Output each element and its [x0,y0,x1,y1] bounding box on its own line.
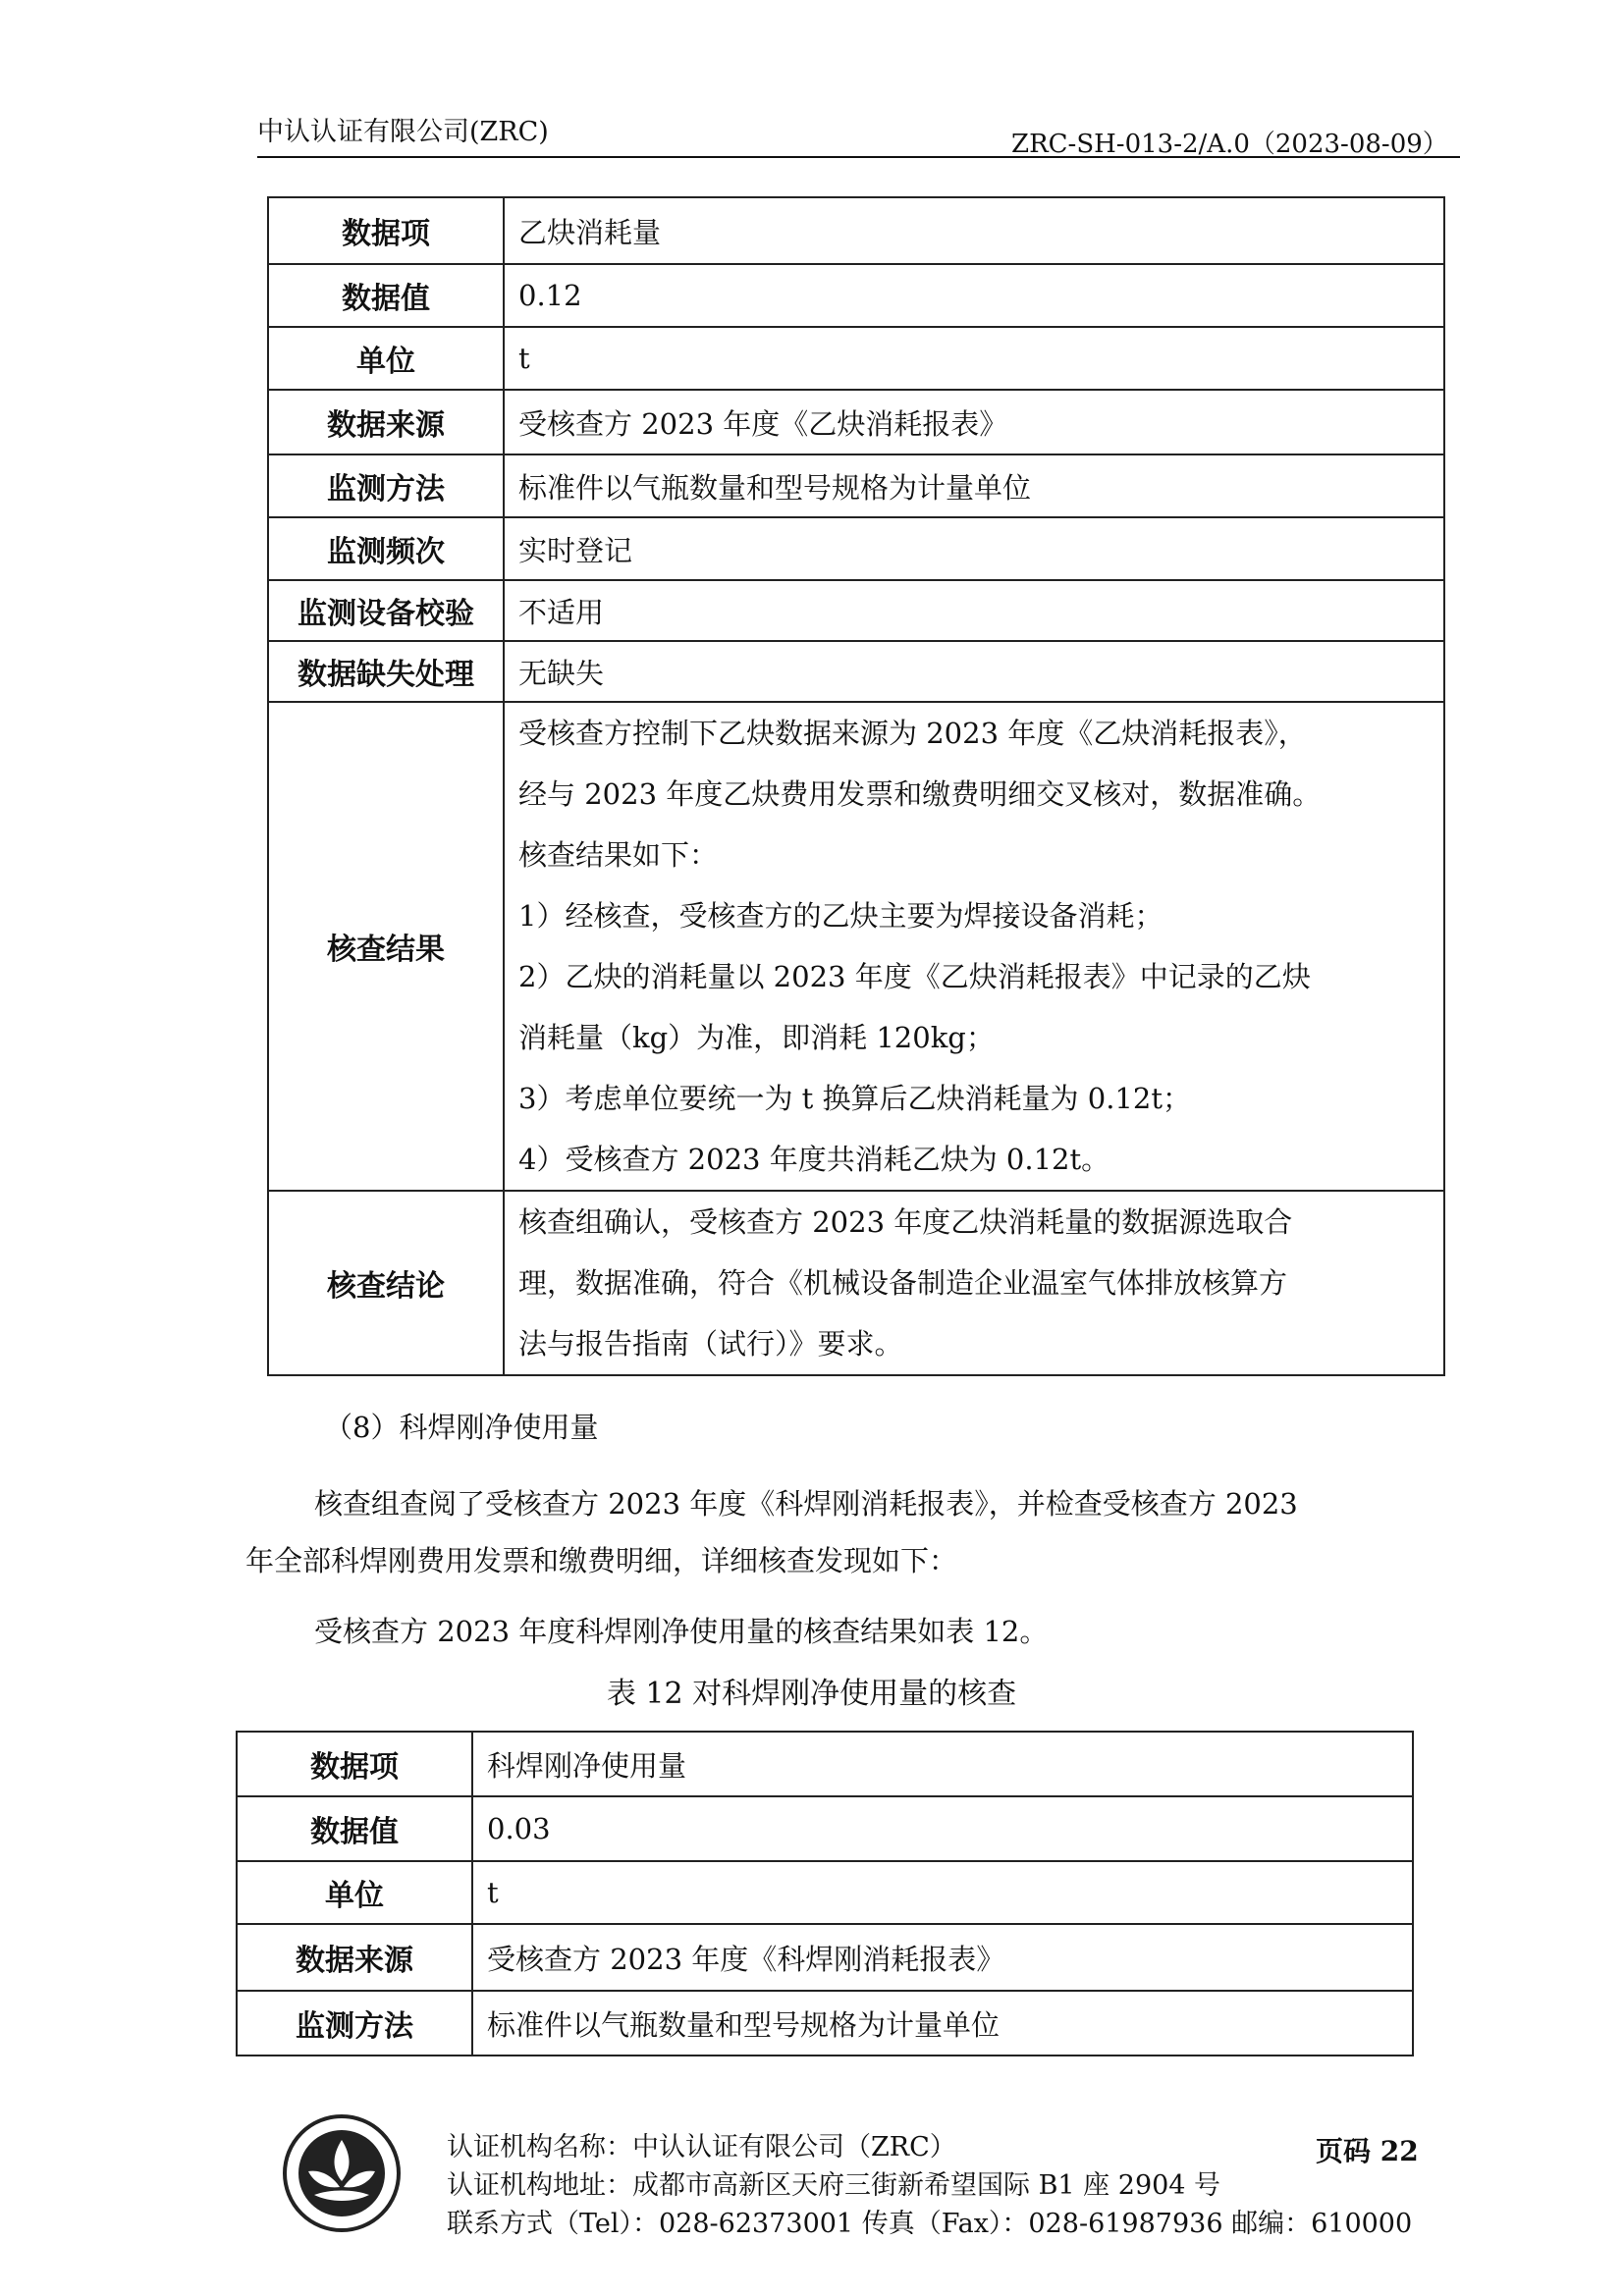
conclusion-line: 核查组确认，受核查方 2023 年度乙炔消耗量的数据源选取合 [518,1205,1293,1239]
table-row [237,1861,1413,1924]
row-value: 科焊刚净使用量 [472,1732,1413,1796]
row-label: 数据来源 [237,1924,472,1991]
row-label: 数据来源 [268,390,504,454]
header-rule [257,156,1460,158]
table-row [268,454,1444,517]
row-label: 监测方法 [268,454,504,517]
paragraph-line: 核查组查阅了受核查方 2023 年度《科焊刚消耗报表》，并检查受核查方 2023 [314,1487,1298,1521]
result-line: 受核查方控制下乙炔数据来源为 2023 年度《乙炔消耗报表》， [518,717,1307,750]
header-company: 中认认证有限公司(ZRC) [257,117,549,147]
row-value: 受核查方 2023 年度《科焊刚消耗报表》 [472,1924,1413,1991]
table-row [268,264,1444,327]
row-label: 监测方法 [237,1991,472,2056]
row-label: 数据值 [268,264,504,327]
paragraph: 受核查方 2023 年度科焊刚净使用量的核查结果如表 12。 [314,1615,1049,1648]
table-row [268,517,1444,580]
table-caption: 表 12 对科焊刚净使用量的核查 [606,1677,1017,1711]
table-row [268,580,1444,641]
result-text [504,702,1444,1191]
row-label: 监测设备校验 [268,580,504,641]
row-label: 数据项 [237,1732,472,1796]
row-value: 无缺失 [504,641,1444,702]
table-row [237,1924,1413,1991]
result-line: 3）考虑单位要统一为 t 换算后乙炔消耗量为 0.12t； [518,1082,1191,1115]
table-row [268,327,1444,390]
row-value: 受核查方 2023 年度《乙炔消耗报表》 [504,390,1444,454]
row-value: 乙炔消耗量 [504,197,1444,264]
table-row [268,1191,1444,1375]
acetylene-table [267,196,1445,1376]
row-value: 标准件以气瓶数量和型号规格为计量单位 [504,454,1444,517]
table-row [268,641,1444,702]
footer-org-address: 认证机构地址：成都市高新区天府三街新希望国际 B1 座 2904 号 [447,2170,1221,2201]
zrc-seal-icon [281,2112,403,2234]
paragraph-line: 年全部科焊刚费用发票和缴费明细，详细核查发现如下： [245,1544,958,1577]
table-row [237,1732,1413,1796]
welding-table [236,1731,1414,2056]
header-doc-code: ZRC-SH-013-2/A.0（2023-08-09） [1011,130,1448,159]
result-line: 消耗量（kg）为准，即消耗 120kg； [518,1021,995,1054]
row-value: 不适用 [504,580,1444,641]
row-label: 数据项 [268,197,504,264]
conclusion-label: 核查结论 [268,1191,504,1375]
result-line: 1）经核查，受核查方的乙炔主要为焊接设备消耗； [518,899,1163,933]
conclusion-line: 法与报告指南（试行）》要求。 [518,1327,903,1361]
page-number: 页码 22 [1316,2135,1419,2167]
row-value: 0.12 [504,264,1444,327]
row-label: 单位 [268,327,504,390]
table-row [237,1796,1413,1861]
section-heading: （8）科焊刚净使用量 [324,1411,599,1444]
conclusion-line: 理，数据准确，符合《机械设备制造企业温室气体排放核算方 [518,1266,1288,1300]
row-label: 数据值 [237,1796,472,1861]
result-line: 2）乙炔的消耗量以 2023 年度《乙炔消耗报表》中记录的乙炔 [518,960,1311,993]
footer-org-name: 认证机构名称：中认认证有限公司（ZRC） [447,2132,956,2163]
row-value: 标准件以气瓶数量和型号规格为计量单位 [472,1991,1413,2056]
table-row [268,390,1444,454]
row-value: 0.03 [472,1796,1413,1861]
table-row [268,702,1444,1191]
row-label: 监测频次 [268,517,504,580]
result-line: 核查结果如下： [518,838,719,872]
result-label: 核查结果 [268,702,504,1191]
table-row [268,197,1444,264]
table-row [237,1991,1413,2056]
result-line: 4）受核查方 2023 年度共消耗乙炔为 0.12t。 [518,1143,1110,1176]
row-value: 实时登记 [504,517,1444,580]
row-label: 单位 [237,1861,472,1924]
result-line: 经与 2023 年度乙炔费用发票和缴费明细交叉核对，数据准确。 [518,777,1322,811]
row-value: t [472,1861,1413,1924]
conclusion-text [504,1191,1444,1375]
row-value: t [504,327,1444,390]
row-label: 数据缺失处理 [268,641,504,702]
footer-contact: 联系方式（Tel）：028-62373001 传真（Fax）：028-61987936 邮编：610000 [447,2209,1413,2239]
